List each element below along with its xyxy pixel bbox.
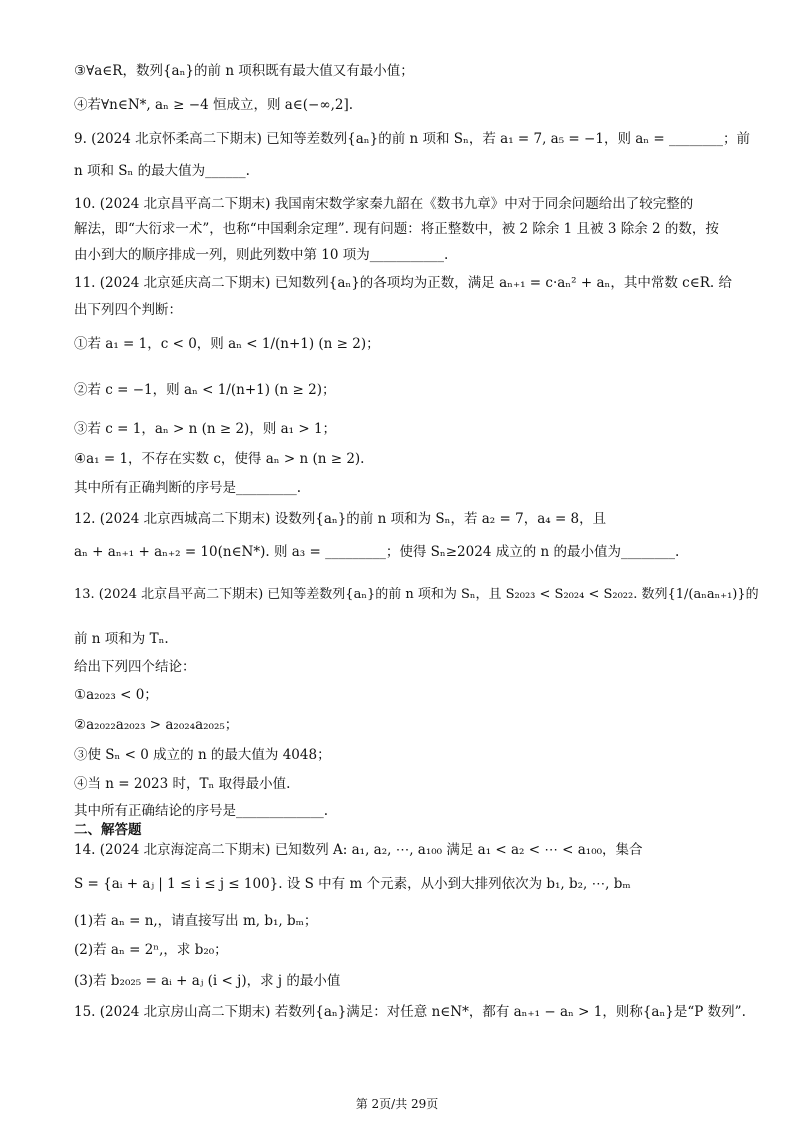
text-line: 出下列四个判断： (74, 302, 182, 318)
text-line: (3)若 b₂₀₂₅ = aᵢ + aⱼ (i < j)，求 j 的最小值 (74, 973, 341, 989)
text-line: ④若∀n∈N*, aₙ ≥ −4 恒成立，则 a∈(−∞,2]. (74, 97, 354, 113)
text-line: ③使 Sₙ < 0 成立的 n 的最大值为 4048； (74, 747, 331, 763)
text-line: 由小到大的顺序排成一列，则此列数中第 10 项为___________. (74, 247, 449, 263)
section-heading: 二、解答题 (74, 822, 142, 838)
text-line: (2)若 aₙ = 2ⁿ,，求 b₂₀； (74, 942, 228, 958)
text-line: 13. (2024 北京昌平高二下期末) 已知等差数列{aₙ}的前 n 项和为 Sₙ，且 S₂₀₂₃ < S₂₀₂₄ < S₂₀₂₂. 数列{1/(aₙaₙ₊₁)}的 (74, 587, 759, 602)
text-line: 其中所有正确结论的序号是_____________. (74, 803, 329, 819)
text-line: 其中所有正确判断的序号是_________. (74, 480, 302, 496)
text-line: 12. (2024 北京西城高二下期末) 设数列{aₙ}的前 n 项和为 Sₙ，若 a₂ = 7，a₄ = 8，且 (74, 511, 607, 527)
text-line: (1)若 aₙ = n,，请直接写出 m, b₁, bₘ； (74, 913, 318, 929)
text-line: 14. (2024 北京海淀高二下期末) 已知数列 A: a₁, a₂, ⋯, a₁₀₀ 满足 a₁ < a₂ < ⋯ < a₁₀₀，集合 (74, 842, 643, 858)
text-line: ①a₂₀₂₃ < 0； (74, 687, 158, 703)
text-line: ③若 c = 1，aₙ > n (n ≥ 2)，则 a₁ > 1； (74, 421, 337, 437)
text-line: ②a₂₀₂₂a₂₀₂₃ > a₂₀₂₄a₂₀₂₅； (74, 717, 239, 733)
text-line: ④当 n = 2023 时，Tₙ 取得最小值. (74, 776, 291, 792)
text-line: 前 n 项和为 Tₙ. (74, 631, 169, 647)
text-line: ②若 c = −1，则 aₙ < 1/(n+1) (n ≥ 2)； (74, 382, 336, 398)
text-line: S = {aᵢ + aⱼ | 1 ≤ i ≤ j ≤ 100}. 设 S 中有 m 个元素，从小到大排列依次为 b₁, b₂, ⋯, bₘ (74, 876, 631, 892)
text-line: ①若 a₁ = 1，c < 0，则 aₙ < 1/(n+1) (n ≥ 2)； (74, 336, 380, 352)
page-footer: 第 2页/共 29页 (355, 1097, 439, 1111)
text-line: 给出下列四个结论： (74, 659, 196, 675)
text-line: 15. (2024 北京房山高二下期末) 若数列{aₙ}满足：对任意 n∈N*，都有 aₙ₊₁ − aₙ > 1，则称{aₙ}是“P 数列”. (74, 1004, 746, 1020)
text-line: ③∀a∈R，数列{aₙ}的前 n 项积既有最大值又有最小值； (74, 63, 414, 79)
text-line: n 项和 Sₙ 的最大值为______. (74, 163, 250, 179)
text-line: 9. (2024 北京怀柔高二下期末) 已知等差数列{aₙ}的前 n 项和 Sₙ，若 a₁ = 7, a₅ = −1，则 aₙ = ________；前 (74, 131, 751, 147)
text-line: 10. (2024 北京昌平高二下期末) 我国南宋数学家秦九韶在《数书九章》中对于同余问题给出了较完整的 (74, 196, 694, 212)
text-line: aₙ + aₙ₊₁ + aₙ₊₂ = 10(n∈N*). 则 a₃ = _________；使得 Sₙ≥2024 成立的 n 的最小值为________. (74, 544, 680, 560)
text-line: 解法，即“大衍求一术”，也称“中国剩余定理”. 现有问题：将正整数中，被 2 除余 1 且被 3 除余 2 的数，按 (74, 221, 719, 237)
text-line: 11. (2024 北京延庆高二下期末) 已知数列{aₙ}的各项均为正数，满足 aₙ₊₁ = c·aₙ² + aₙ，其中常数 c∈R. 给 (74, 275, 732, 291)
text-line: ④a₁ = 1，不存在实数 c，使得 aₙ > n (n ≥ 2). (74, 451, 365, 467)
